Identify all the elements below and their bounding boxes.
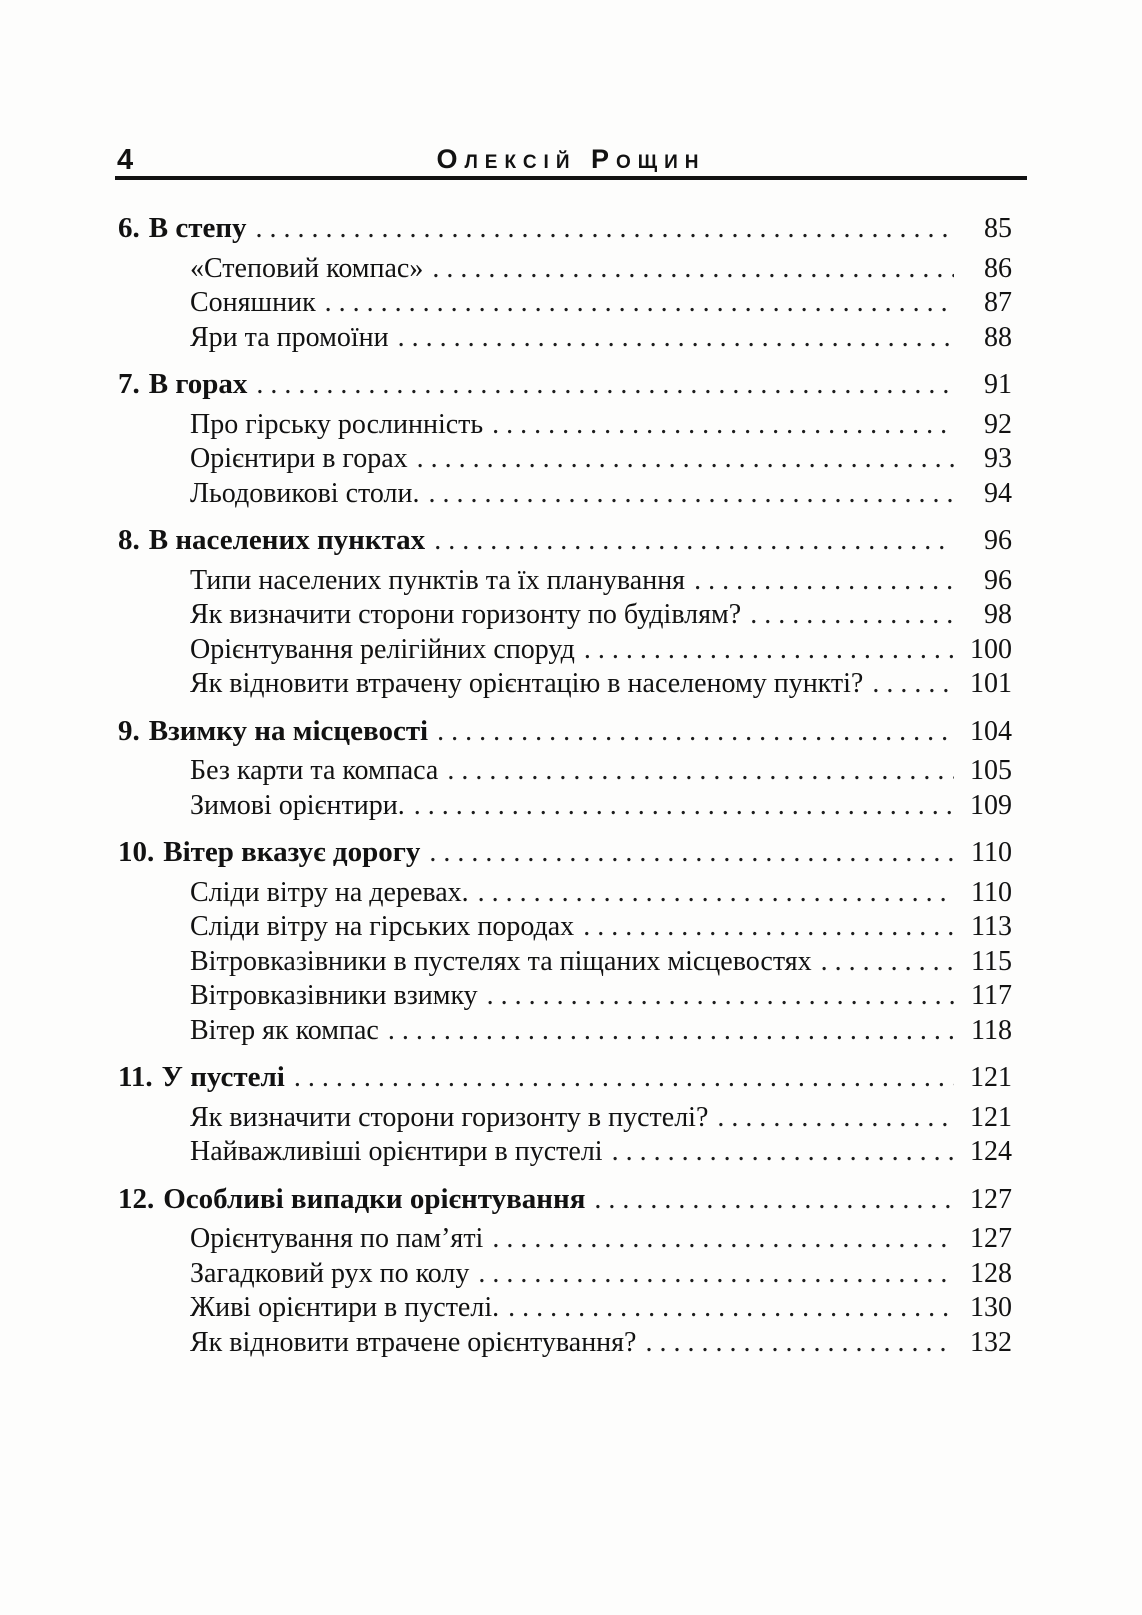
toc-entry-number: 10. <box>118 836 155 868</box>
toc-entry-page: 104 <box>970 715 1012 747</box>
dot-leader <box>294 1061 954 1096</box>
dot-leader <box>645 1326 954 1361</box>
toc-entry-title: «Степовий компас» <box>190 252 424 284</box>
toc-entry <box>118 714 1012 749</box>
toc-entry <box>118 1101 1012 1136</box>
toc-entry-title: Взимку на місцевості <box>148 714 429 747</box>
toc-entry-page: 88 <box>984 321 1012 353</box>
toc-entry-page: 109 <box>970 789 1012 821</box>
dot-leader <box>492 1222 954 1257</box>
toc-entry-number: 11. <box>118 1061 153 1093</box>
toc-entry-page: 117 <box>971 980 1012 1011</box>
toc-entry <box>118 1257 1012 1292</box>
toc-entry-page: 124 <box>970 1136 1012 1167</box>
toc-entry-title: Вітер як компас <box>190 1014 379 1046</box>
toc-entry-page: 94 <box>984 477 1012 509</box>
toc-entry-title: Льодовикові столи. <box>190 477 420 509</box>
dot-leader <box>492 408 954 443</box>
toc-entry-title: В горах <box>148 368 248 400</box>
toc-entry-title: Вітровказівники в пустелях та піщаних місцевостях <box>190 945 812 977</box>
toc-entry-title: Соняшник <box>190 287 316 318</box>
dot-leader <box>478 876 954 911</box>
toc-entry-page: 92 <box>984 408 1012 440</box>
toc-entry <box>118 1291 1012 1326</box>
toc-entry-title: Орієнтування по пам’яті <box>190 1223 484 1254</box>
header-page-number: 4 <box>117 144 134 176</box>
toc-entry-page: 127 <box>970 1183 1012 1215</box>
page-header <box>115 138 1027 175</box>
toc-entry-page: 115 <box>971 945 1012 977</box>
toc-entry <box>118 252 1012 287</box>
toc-entry-title: Без карти та компаса <box>190 755 439 786</box>
toc-entry-page: 86 <box>984 252 1012 284</box>
toc-entry-number: 8. <box>118 524 140 556</box>
toc-entry <box>118 633 1012 668</box>
toc-entry <box>118 1326 1012 1361</box>
toc-entry-title: Про гірську рослинність <box>190 408 484 440</box>
toc-entry-page: 113 <box>971 911 1012 942</box>
toc-entry-title: Особливі випадки орієнтування <box>163 1182 586 1215</box>
toc-entry-title: Типи населених пунктів та їх планування <box>190 564 686 596</box>
toc-entry <box>118 286 1012 321</box>
toc-entry-page: 130 <box>970 1292 1012 1323</box>
toc-entry-title: Живі орієнтири в пустелі. <box>190 1292 500 1323</box>
toc-entry <box>118 1135 1012 1170</box>
toc-entry-page: 96 <box>984 564 1012 596</box>
toc-entry <box>118 564 1012 599</box>
dot-leader <box>821 945 954 980</box>
toc-entry <box>118 667 1012 702</box>
toc-entry-page: 110 <box>971 876 1012 908</box>
toc-entry <box>118 211 1012 246</box>
toc-entry <box>118 1182 1012 1217</box>
toc-entry-number: 9. <box>118 714 140 747</box>
toc-entry-title: Найважливіші орієнтири в пустелі <box>190 1136 603 1167</box>
dot-leader <box>414 789 954 824</box>
dot-leader <box>594 1183 954 1218</box>
toc-entry-title: В населених пунктах <box>148 524 426 556</box>
toc-entry <box>118 754 1012 789</box>
toc-entry <box>118 876 1012 911</box>
dot-leader <box>612 1135 954 1170</box>
toc-entry <box>118 598 1012 633</box>
toc-entry <box>118 442 1012 477</box>
toc-entry <box>118 979 1012 1014</box>
toc-entry-title: Вітровказівники взимку <box>190 980 478 1011</box>
toc-entry-title: Сліди вітру на гірських породах <box>190 911 575 942</box>
toc-entry-page: 101 <box>970 668 1012 699</box>
toc-entry-page: 132 <box>970 1326 1012 1358</box>
toc-entry-page: 85 <box>984 213 1012 244</box>
toc-entry <box>118 1060 1012 1095</box>
toc-entry-page: 105 <box>970 755 1012 786</box>
toc-entry <box>118 1222 1012 1257</box>
toc-entry-number: 6. <box>118 212 140 244</box>
dot-leader <box>256 368 954 403</box>
toc-entry <box>118 408 1012 443</box>
toc-entry-number: 12. <box>118 1182 155 1215</box>
header-rule <box>115 176 1027 180</box>
dot-leader <box>428 477 954 512</box>
toc-entry <box>118 523 1012 558</box>
dot-leader <box>437 715 954 750</box>
toc-entry-page: 110 <box>971 837 1012 868</box>
toc-entry-page: 98 <box>984 599 1012 630</box>
toc-entry-page: 121 <box>970 1101 1012 1133</box>
toc-entry <box>118 367 1012 402</box>
dot-leader <box>717 1101 954 1136</box>
toc-entry-title: Як відновити втрачене орієнтування? <box>190 1326 637 1358</box>
toc-entry-title: У пустелі <box>161 1061 285 1093</box>
toc-entry-page: 87 <box>984 287 1012 318</box>
dot-leader <box>325 286 954 321</box>
dot-leader <box>584 633 954 668</box>
dot-leader <box>417 442 954 477</box>
dot-leader <box>583 910 954 945</box>
toc-entry-title: В степу <box>148 212 247 244</box>
toc-entry <box>118 1014 1012 1049</box>
dot-leader <box>398 321 954 356</box>
toc-entry <box>118 835 1012 870</box>
toc-entry-title: Вітер вказує дорогу <box>163 836 421 868</box>
dot-leader <box>487 979 954 1014</box>
toc-entry <box>118 910 1012 945</box>
toc-entry <box>118 321 1012 356</box>
toc-entry-page: 100 <box>970 633 1012 665</box>
toc-entry-title: Як визначити сторони горизонту в пустелі? <box>190 1101 709 1133</box>
dot-leader <box>256 212 954 247</box>
dot-leader <box>388 1014 954 1049</box>
toc-entry-title: Сліди вітру на деревах. <box>190 876 469 908</box>
toc-entry-title: Як відновити втрачену орієнтацію в населеному пункті? <box>190 668 864 699</box>
toc-entry-title: Яри та промоїни <box>190 321 389 353</box>
table-of-contents <box>118 211 1012 1360</box>
toc-entry <box>118 789 1012 824</box>
dot-leader <box>478 1257 954 1292</box>
toc-entry <box>118 945 1012 980</box>
dot-leader <box>432 252 954 287</box>
toc-entry-title: Орієнтування релігійних споруд <box>190 633 575 665</box>
toc-entry-page: 96 <box>984 525 1012 556</box>
toc-entry-page: 121 <box>970 1062 1012 1093</box>
toc-entry-title: Загадковий рух по колу <box>190 1257 470 1289</box>
toc-entry-page: 128 <box>970 1257 1012 1289</box>
running-title: Олексій Рощин <box>436 144 706 174</box>
toc-entry-page: 118 <box>971 1014 1012 1046</box>
toc-entry-title: Зимові орієнтири. <box>190 789 405 821</box>
toc-entry-title: Як визначити сторони горизонту по будівлям? <box>190 599 742 630</box>
dot-leader <box>508 1291 954 1326</box>
dot-leader <box>434 524 954 559</box>
toc-entry-title: Орієнтири в горах <box>190 443 408 474</box>
toc-entry-page: 93 <box>984 443 1012 474</box>
dot-leader <box>447 754 954 789</box>
dot-leader <box>694 564 954 599</box>
toc-entry-page: 127 <box>970 1223 1012 1254</box>
toc-entry-page: 91 <box>984 369 1012 400</box>
dot-leader <box>872 667 954 702</box>
dot-leader <box>429 836 954 871</box>
toc-entry-number: 7. <box>118 368 140 400</box>
dot-leader <box>750 598 954 633</box>
toc-entry <box>118 477 1012 512</box>
